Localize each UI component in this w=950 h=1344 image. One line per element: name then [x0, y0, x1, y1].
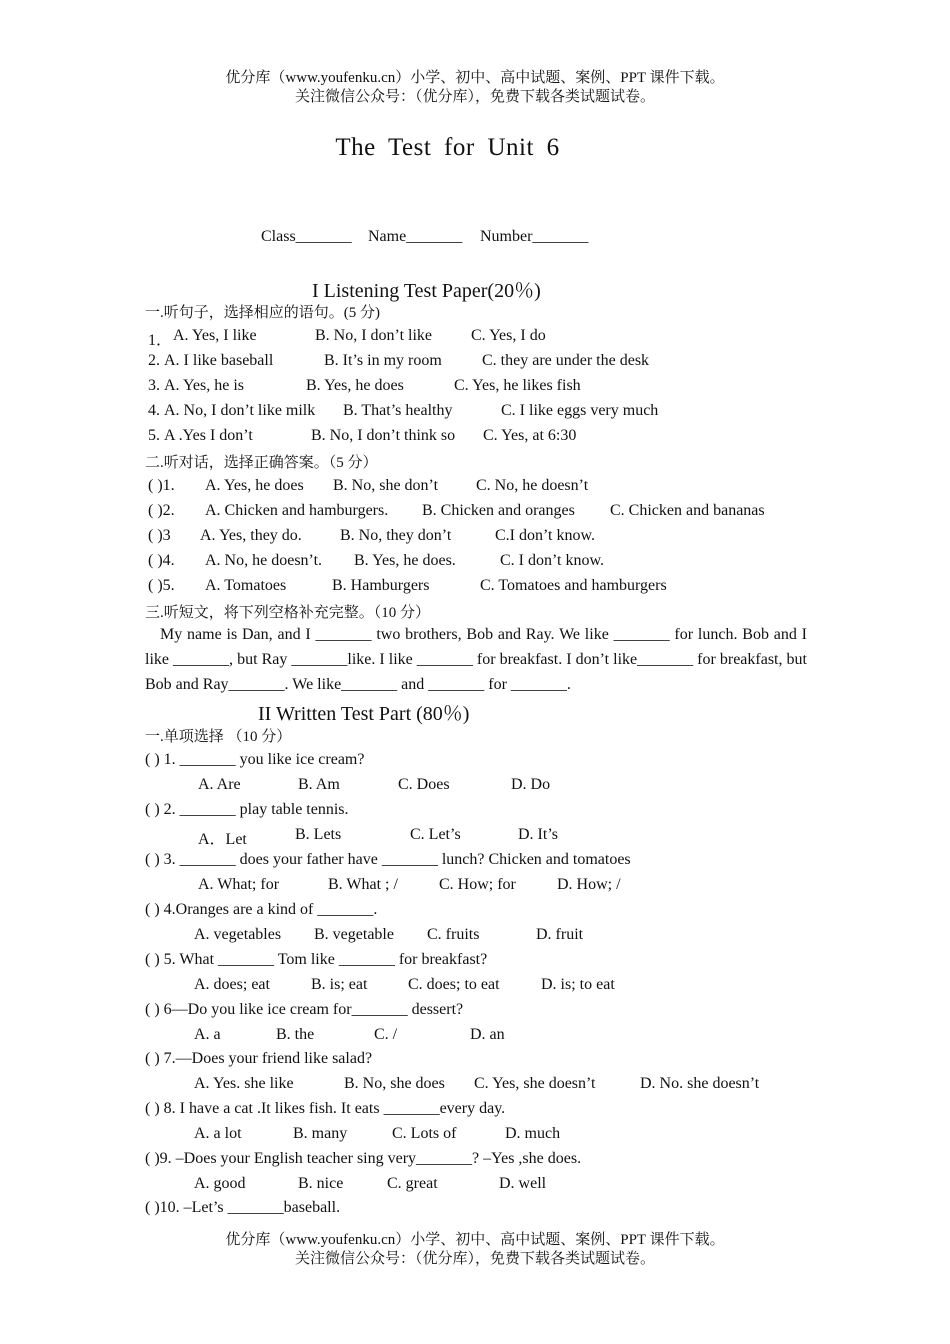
option-c: C. /: [374, 1026, 398, 1043]
option-d: D. well: [499, 1175, 547, 1192]
question-options: [194, 1125, 794, 1147]
question-1: ( ) 1. _______ you like ice cream?: [145, 751, 365, 768]
option-a: A. good: [194, 1175, 246, 1192]
list-item: [148, 327, 848, 349]
option-b: B. Yes, he does: [306, 377, 404, 394]
option-d: D. fruit: [536, 926, 584, 943]
option-c: C. No, he doesn’t: [476, 477, 589, 494]
footer-line-1: 优分库（www.youfenku.cn）小学、初中、高中试题、案例、PPT 课件下载。: [225, 1232, 725, 1248]
number-field: Number_______: [480, 228, 589, 245]
option-b: B. No, she does: [344, 1075, 445, 1092]
option-d: D. How; /: [557, 876, 621, 893]
item-number: 1．: [148, 332, 173, 349]
part1-sec1-heading: 一.听句子，选择相应的语句。(5 分): [145, 305, 380, 321]
part1-sec3-heading: 三.听短文，将下列空格补充完整。（10 分）: [145, 605, 431, 621]
question-4: ( ) 4.Oranges are a kind of _______.: [145, 901, 378, 918]
list-item: [148, 352, 848, 374]
option-c: C. How; for: [439, 876, 516, 893]
option-b: B. Chicken and oranges: [422, 502, 575, 519]
option-b: B. No, I don’t think so: [311, 427, 456, 444]
item-number: 5.: [148, 427, 160, 444]
option-a: A. I like baseball: [164, 352, 274, 369]
option-c: C. Does: [398, 776, 450, 793]
item-number: 4.: [148, 402, 160, 419]
option-c: C. Yes, he likes fish: [454, 377, 581, 394]
question-options: [194, 926, 794, 948]
option-a: A. Yes, I like: [173, 327, 257, 344]
footer-line-2: 关注微信公众号：（优分库），免费下载各类试题试卷。: [294, 1251, 655, 1267]
question-options: [198, 776, 798, 798]
question-options: [198, 826, 798, 848]
item-number: ( )4.: [148, 552, 175, 569]
question-options: [194, 1026, 794, 1048]
option-b: B. No, they don’t: [340, 527, 452, 544]
option-d: D. much: [505, 1125, 561, 1142]
item-number: ( )5.: [148, 577, 175, 594]
option-c: C. I don’t know.: [500, 552, 604, 569]
option-c: C. I like eggs very much: [501, 402, 659, 419]
option-b: B. Am: [298, 776, 340, 793]
option-c: C. fruits: [427, 926, 480, 943]
class-field: Class_______: [261, 228, 352, 245]
option-a: A .Yes I don’t: [164, 427, 253, 444]
option-d: D. No. she doesn’t: [640, 1075, 760, 1092]
option-a: A. Yes, they do.: [200, 527, 302, 544]
option-b: B. vegetable: [314, 926, 394, 943]
option-b: B. Lets: [295, 826, 342, 843]
option-a: A. No, I don’t like milk: [164, 402, 316, 419]
option-a: A. Are: [198, 776, 241, 793]
option-a: A. a lot: [194, 1125, 242, 1142]
question-3: ( ) 3. _______ does your father have _______ lunch? Chicken and tomatoes: [145, 851, 631, 868]
option-b: B. Yes, he does.: [354, 552, 456, 569]
page-title: The Test for Unit 6: [335, 134, 560, 161]
option-b: B. Hamburgers: [332, 577, 430, 594]
option-a: A．Let: [198, 831, 247, 848]
question-options: [194, 1075, 814, 1097]
question-2: ( ) 2. _______ play table tennis.: [145, 801, 349, 818]
option-a: A. Yes, he does: [205, 477, 304, 494]
question-10: ( )10. –Let’s _______baseball.: [145, 1199, 341, 1216]
option-a: A. Chicken and hamburgers.: [205, 502, 389, 519]
question-options: [198, 876, 798, 898]
option-b: B. It’s in my room: [324, 352, 442, 369]
list-item: [148, 502, 848, 524]
option-a: A. No, he doesn’t.: [205, 552, 323, 569]
option-a: A. does; eat: [194, 976, 270, 993]
question-5: ( ) 5. What _______ Tom like _______ for breakfast?: [145, 951, 488, 968]
option-a: A. Tomatoes: [205, 577, 287, 594]
header-line-2: 关注微信公众号：（优分库），免费下载各类试题试卷。: [294, 89, 655, 105]
question-options: [194, 1175, 794, 1197]
option-d: D. an: [470, 1026, 505, 1043]
option-b: B. many: [293, 1125, 348, 1142]
part2-heading: II Written Test Part (80％): [258, 703, 470, 725]
option-b: B. That’s healthy: [343, 402, 453, 419]
option-c: C. they are under the desk: [482, 352, 650, 369]
option-b: B. is; eat: [311, 976, 368, 993]
list-item: [148, 402, 848, 424]
option-c: C. Yes, I do: [471, 327, 546, 344]
option-c: C. Yes, at 6:30: [483, 427, 577, 444]
item-number: 3.: [148, 377, 160, 394]
option-c: C. Chicken and bananas: [610, 502, 765, 519]
question-9: ( )9. –Does your English teacher sing very_______? –Yes ,she does.: [145, 1150, 582, 1167]
option-d: D. Do: [511, 776, 551, 793]
option-c: C. Let’s: [410, 826, 461, 843]
option-b: B. No, I don’t like: [315, 327, 433, 344]
option-a: A. Yes. she like: [194, 1075, 294, 1092]
part1-heading: I Listening Test Paper(20％): [312, 280, 541, 302]
item-number: 2.: [148, 352, 160, 369]
question-options: [194, 976, 794, 998]
header-line-1: 优分库（www.youfenku.cn）小学、初中、高中试题、案例、PPT 课件下载。: [225, 70, 725, 86]
question-7: ( ) 7.—Does your friend like salad?: [145, 1050, 373, 1067]
list-item: [148, 577, 848, 599]
option-a: A. a: [194, 1026, 221, 1043]
question-8: ( ) 8. I have a cat .It likes fish. It eats _______every day.: [145, 1100, 506, 1117]
question-6: ( ) 6—Do you like ice cream for_______ dessert?: [145, 1001, 464, 1018]
item-number: ( )1.: [148, 477, 175, 494]
option-c: C. great: [387, 1175, 438, 1192]
list-item: [148, 477, 848, 499]
option-c: C. Tomatoes and hamburgers: [480, 577, 667, 594]
option-a: A. vegetables: [194, 926, 282, 943]
item-number: ( )3: [148, 527, 171, 544]
option-c: C. Lots of: [392, 1125, 457, 1142]
part1-sec2-heading: 二.听对话，选择正确答案。（5 分）: [145, 455, 378, 471]
item-number: ( )2.: [148, 502, 175, 519]
option-b: B. What ; /: [328, 876, 398, 893]
list-item: [148, 427, 848, 449]
list-item: [148, 377, 848, 399]
option-b: B. No, she don’t: [333, 477, 439, 494]
option-b: B. the: [276, 1026, 315, 1043]
part2-sec1-heading: 一.单项选择 （10 分）: [145, 729, 292, 745]
option-d: D. is; to eat: [541, 976, 615, 993]
option-c: C. does; to eat: [408, 976, 500, 993]
option-c: C.I don’t know.: [495, 527, 595, 544]
option-c: C. Yes, she doesn’t: [474, 1075, 596, 1092]
cloze-paragraph: My name is Dan, and I _______ two brothers, Bob and Ray. We like _______ for lunch. Bob and I like _______, but Ray _______like. I like _______ for breakfast. I don’t like_______ for breakfast, but Bob and Ray_______. We like_______ and _______ for _______.: [145, 626, 807, 693]
name-field: Name_______: [368, 228, 463, 245]
option-a: A. Yes, he is: [164, 377, 245, 394]
list-item: [148, 552, 848, 574]
list-item: [148, 527, 848, 549]
option-a: A. What; for: [198, 876, 280, 893]
option-d: D. It’s: [518, 826, 558, 843]
option-b: B. nice: [298, 1175, 344, 1192]
